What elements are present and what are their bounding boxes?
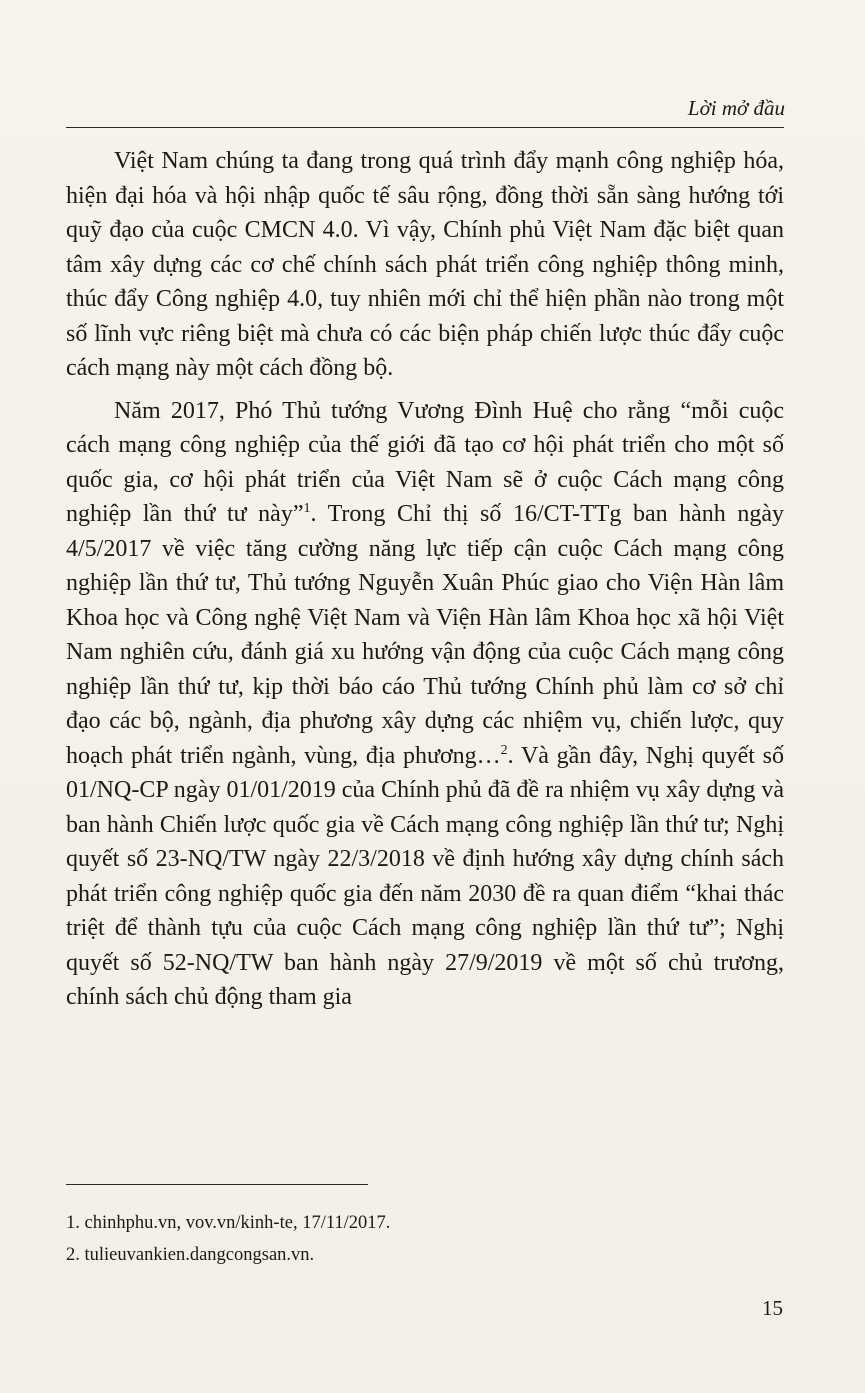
footnote-ref-1: 1 — [303, 501, 311, 516]
paragraph-2-part-3: . Và gần đây, Nghị quyết số 01/NQ-CP ngày 01/01/2019 của Chính phủ đã đề ra nhiệm vụ xây dựng và ban hành Chiến lược quốc gia về Cách mạng công nghiệp lần thứ tư; Nghị quyết số 23-NQ/TW ngày 22/3/2018 về định hướng xây dựng chính sách phát triển công nghiệp quốc gia đến năm 2030 đề ra quan điểm “khai thác triệt để thành tựu của cuộc Cách mạng công nghiệp lần thứ tư”; Nghị quyết số 52-NQ/TW ban hành ngày 27/9/2019 về một số chủ trương, chính sách chủ động tham gia — [66, 742, 785, 1010]
paragraph-1: Việt Nam chúng ta đang trong quá trình đẩy mạnh công nghiệp hóa, hiện đại hóa và hội nhập quốc tế sâu rộng, đồng thời sẵn sàng hướng tới quỹ đạo của cuộc CMCN 4.0. Vì vậy, Chính phủ Việt Nam đặc biệt quan tâm xây dựng các cơ chế chính sách phát triển công nghiệp thông minh, thúc đẩy Công nghiệp 4.0, tuy nhiên mới chỉ thể hiện phần nào trong một số lĩnh vực riêng biệt mà chưa có các biện pháp chiến lược thúc đẩy cuộc cách mạng này một cách đồng bộ. — [66, 148, 784, 381]
paragraph-2-part-2: . Trong Chỉ thị số 16/CT-TTg ban hành ngày 4/5/2017 về việc tăng cường năng lực tiếp cận cuộc Cách mạng công nghiệp lần thứ tư, Thủ tướng Nguyễn Xuân Phúc giao cho Viện Hàn lâm Khoa học và Công nghệ Việt Nam và Viện Hàn lâm Khoa học xã hội Việt Nam nghiên cứu, đánh giá xu hướng vận động của cuộc Cách mạng công nghiệp lần thứ tư, kịp thời báo cáo Thủ tướng Chính phủ làm cơ sở chỉ đạo các bộ, ngành, địa phương xây dựng các nhiệm vụ, chiến lược, quy hoạch phát triển ngành, vùng, địa phương… — [66, 501, 784, 769]
body-text — [66, 144, 784, 1023]
page-number: 15 — [762, 1296, 783, 1320]
footnote-2: 2. tulieuvankien.dangcongsan.vn. — [66, 1245, 315, 1265]
footnote-1: 1. chinhphu.vn, vov.vn/kinh-te, 17/11/2017. — [66, 1213, 391, 1233]
paragraph-2-part-1: Năm 2017, Phó Thủ tướng Vương Đình Huệ cho rằng “mỗi cuộc cách mạng công nghiệp của thế giới đã tạo cơ hội phát triển cho một số quốc gia, cơ hội phát triển của Việt Nam sẽ ở cuộc Cách mạng công nghiệp lần thứ tư này” — [66, 397, 784, 527]
footnotes — [66, 1207, 784, 1271]
footnote-ref-2: 2 — [500, 742, 508, 758]
header-rule — [66, 127, 784, 128]
running-header: Lời mở đầu — [687, 96, 785, 120]
paragraph-2 — [66, 394, 784, 1015]
footnote-rule — [66, 1184, 368, 1185]
